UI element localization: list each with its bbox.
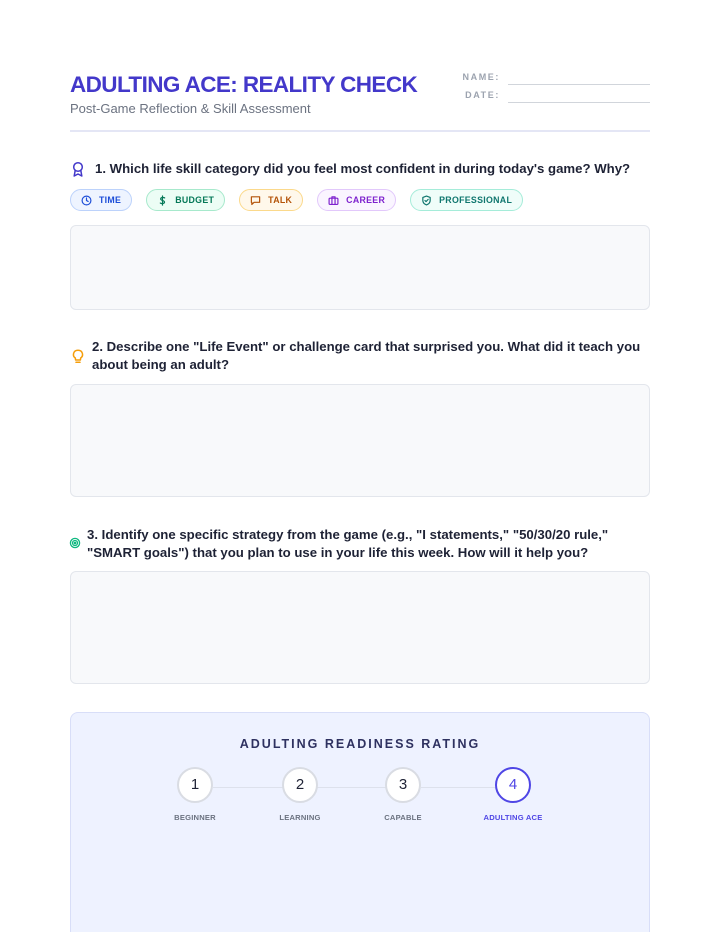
readiness-rating-panel — [70, 712, 650, 932]
rating-circle[interactable]: 1 — [177, 767, 213, 803]
category-label: TALK — [268, 195, 293, 205]
rating-step-3[interactable] — [348, 767, 458, 822]
category-pill-talk[interactable] — [239, 189, 303, 211]
date-input-line[interactable] — [508, 102, 650, 103]
rating-step-1[interactable] — [140, 767, 250, 822]
date-field[interactable] — [460, 89, 650, 103]
question-1 — [70, 160, 650, 180]
rating-step-4[interactable] — [458, 767, 568, 822]
answer-box-1[interactable] — [70, 225, 650, 310]
rating-circle[interactable]: 2 — [282, 767, 318, 803]
award-ribbon-icon — [70, 161, 86, 177]
category-pill-professional[interactable] — [410, 189, 523, 211]
question-3 — [70, 525, 650, 563]
date-label: DATE: — [465, 90, 500, 100]
category-label: CAREER — [346, 195, 386, 205]
rating-title: ADULTING READINESS RATING — [239, 737, 481, 751]
question-3-text: 3. Identify one specific strategy from the game (e.g., "I statements," "50/30/20 rule," "SMART goals") that you plan to use in your life this week. How will it help you? — [87, 527, 609, 560]
rating-label: LEARNING — [279, 813, 321, 822]
lightbulb-icon — [70, 348, 86, 364]
shield-check-icon — [421, 195, 432, 206]
rating-label: CAPABLE — [384, 813, 422, 822]
category-label: PROFESSIONAL — [439, 195, 513, 205]
category-label: TIME — [99, 195, 122, 205]
category-pill-budget[interactable] — [146, 189, 225, 211]
worksheet-header — [70, 70, 650, 132]
question-2 — [70, 337, 650, 375]
category-pill-career[interactable] — [317, 189, 396, 211]
dollar-icon — [157, 195, 168, 206]
name-field[interactable] — [460, 71, 650, 85]
question-2-text: 2. Describe one "Life Event" or challenge card that surprised you. What did it teach you about being an adult? — [92, 339, 641, 372]
page-title: ADULTING ACE: REALITY CHECK — [70, 72, 418, 97]
category-label: BUDGET — [175, 195, 215, 205]
rating-label: ADULTING ACE — [483, 813, 543, 822]
clock-icon — [81, 195, 92, 206]
rating-circle[interactable]: 4 — [495, 767, 531, 803]
rating-step-2[interactable] — [245, 767, 355, 822]
target-icon — [69, 537, 81, 549]
name-input-line[interactable] — [508, 84, 650, 85]
rating-label: BEGINNER — [174, 813, 216, 822]
rating-circle[interactable]: 3 — [385, 767, 421, 803]
answer-box-2[interactable] — [70, 384, 650, 497]
category-pill-time[interactable] — [70, 189, 132, 211]
briefcase-icon — [328, 195, 339, 206]
answer-box-3[interactable] — [70, 571, 650, 684]
speech-bubble-icon — [250, 195, 261, 206]
page-subtitle: Post-Game Reflection & Skill Assessment — [70, 101, 311, 116]
name-label: NAME: — [462, 72, 500, 82]
category-pills — [70, 189, 523, 211]
question-1-text: 1. Which life skill category did you feel most confident in during today's game? Why? — [95, 161, 631, 176]
